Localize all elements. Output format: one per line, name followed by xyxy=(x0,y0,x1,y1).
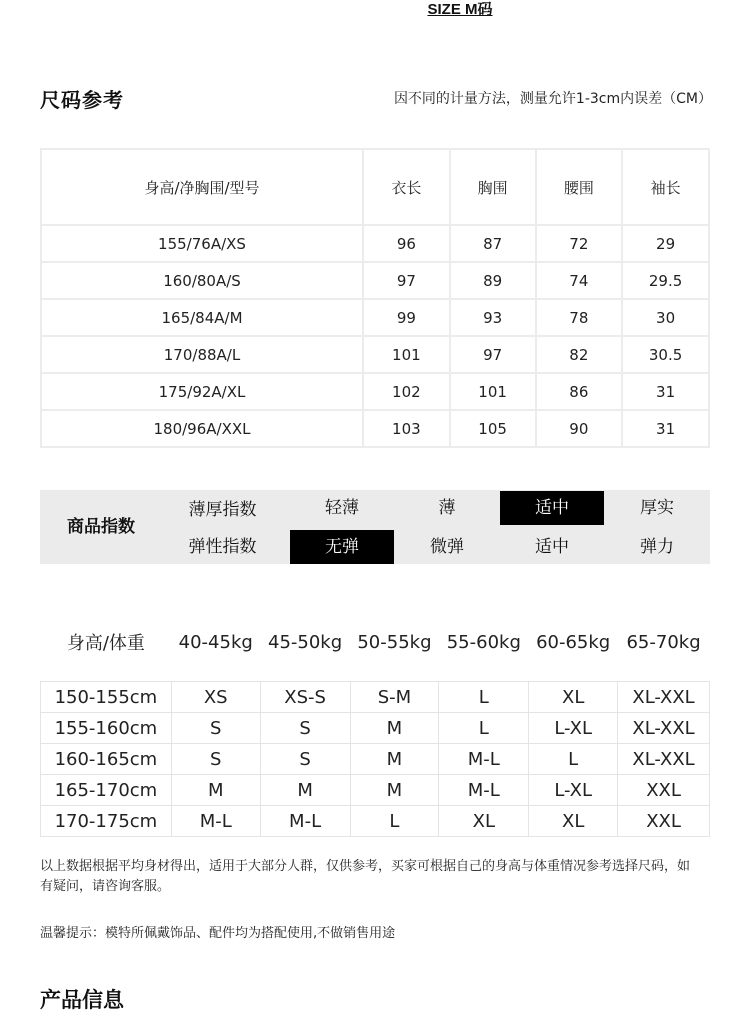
weight-table-cell: M-L xyxy=(171,806,260,837)
weight-table-cell: XL xyxy=(529,682,618,713)
tip-text: 温馨提示：模特所佩戴饰品、配件均为搭配使用,不做销售用途 xyxy=(40,926,396,941)
weight-table-row xyxy=(41,775,710,806)
header-chest: 胸围 xyxy=(450,149,536,225)
size-table-cell: 102 xyxy=(363,373,450,410)
size-table-cell: 31 xyxy=(622,410,709,447)
weight-table-cell: L-XL xyxy=(529,775,618,806)
weight-table-cell: 170-175cm xyxy=(41,806,172,837)
size-table-row xyxy=(41,336,709,373)
size-table-cell: 93 xyxy=(450,299,536,336)
weight-table-cell: M xyxy=(350,775,439,806)
size-table-cell: 101 xyxy=(363,336,450,373)
elasticity-option-2: 适中 xyxy=(535,537,569,557)
size-table-row xyxy=(41,410,709,447)
size-table-cell: 165/84A/M xyxy=(41,299,363,336)
size-table-cell: 170/88A/L xyxy=(41,336,363,373)
weight-table-cell: M xyxy=(350,744,439,775)
disclaimer-text: 以上数据根据平均身材得出，适用于大部分人群，仅供参考，买家可根据自己的身高与体重情况参考选择尺码，如有疑问，请咨询客服。 xyxy=(40,859,691,894)
thickness-option-3: 厚实 xyxy=(640,498,674,518)
weight-table-cell: XL-XXL xyxy=(618,744,710,775)
size-table-cell: 101 xyxy=(450,373,536,410)
size-table-header-row xyxy=(41,149,709,225)
weight-header-cell: 40-45kg xyxy=(178,631,253,653)
weight-header-cell: 65-70kg xyxy=(626,631,701,653)
weight-table-cell: XL-XXL xyxy=(618,713,710,744)
weight-header-cell: 60-65kg xyxy=(536,631,611,653)
weight-table-cell: 160-165cm xyxy=(41,744,172,775)
size-table-cell: 90 xyxy=(536,410,623,447)
size-table-cell: 180/96A/XXL xyxy=(41,410,363,447)
size-table-cell: 74 xyxy=(536,262,623,299)
weight-table-cell: XL xyxy=(529,806,618,837)
weight-table-cell: S xyxy=(260,713,350,744)
size-table-row xyxy=(41,262,709,299)
section-title: 尺码参考 xyxy=(40,88,124,112)
weight-table-cell: 150-155cm xyxy=(41,682,172,713)
weight-header-cell: 55-60kg xyxy=(446,631,521,653)
size-table-row xyxy=(41,299,709,336)
weight-table-cell: L xyxy=(350,806,439,837)
elasticity-option-1: 微弹 xyxy=(430,537,464,557)
weight-table-cell: L xyxy=(529,744,618,775)
weight-table-header-row xyxy=(41,620,710,664)
size-table-cell: 89 xyxy=(450,262,536,299)
weight-table-cell: M-L xyxy=(439,775,529,806)
thickness-option-0: 轻薄 xyxy=(325,498,359,518)
weight-table-cell: M xyxy=(350,713,439,744)
weight-table-cell: XXL xyxy=(618,775,710,806)
weight-table-cell: S-M xyxy=(350,682,439,713)
weight-table-cell: 165-170cm xyxy=(41,775,172,806)
size-table-cell: 29.5 xyxy=(622,262,709,299)
weight-table-cell: M-L xyxy=(260,806,350,837)
size-table-cell: 99 xyxy=(363,299,450,336)
header-sleeve: 袖长 xyxy=(622,149,709,225)
elasticity-option-3: 弹力 xyxy=(640,537,674,557)
header-waist: 腰围 xyxy=(536,149,623,225)
size-table-cell: 82 xyxy=(536,336,623,373)
weight-table-row xyxy=(41,682,710,713)
size-table-cell: 105 xyxy=(450,410,536,447)
weight-table-cell: 155-160cm xyxy=(41,713,172,744)
header-model: 身高/净胸围/型号 xyxy=(41,149,363,225)
size-table-cell: 175/92A/XL xyxy=(41,373,363,410)
size-table-cell: 160/80A/S xyxy=(41,262,363,299)
weight-table-row xyxy=(41,744,710,775)
size-reference-table xyxy=(40,148,710,448)
weight-table-cell: S xyxy=(260,744,350,775)
weight-table-cell: XXL xyxy=(618,806,710,837)
product-info-title: 产品信息 xyxy=(40,988,124,1012)
weight-table-cell: L-XL xyxy=(529,713,618,744)
size-table-cell: 86 xyxy=(536,373,623,410)
weight-table-row xyxy=(41,806,710,837)
size-table-cell: 72 xyxy=(536,225,623,262)
weight-header-cell: 身高/体重 xyxy=(66,633,145,654)
size-tag: SIZE M码 xyxy=(427,1,493,18)
weight-table-cell: S xyxy=(171,744,260,775)
weight-header-cell: 50-55kg xyxy=(357,631,432,653)
weight-table-cell: XL-XXL xyxy=(618,682,710,713)
thickness-label: 薄厚指数 xyxy=(188,500,257,520)
size-table-cell: 96 xyxy=(363,225,450,262)
weight-header-cell: 45-50kg xyxy=(268,631,343,653)
size-table-cell: 97 xyxy=(363,262,450,299)
size-table-cell: 78 xyxy=(536,299,623,336)
size-table-row xyxy=(41,225,709,262)
size-table-cell: 29 xyxy=(622,225,709,262)
thickness-option-1: 薄 xyxy=(438,498,456,518)
size-table-row xyxy=(41,373,709,410)
weight-table-row xyxy=(41,713,710,744)
header-length: 衣长 xyxy=(363,149,450,225)
size-table-cell: 103 xyxy=(363,410,450,447)
weight-table-cell: L xyxy=(439,682,529,713)
weight-table-cell: M xyxy=(171,775,260,806)
measurement-note: 因不同的计量方法，测量允许1-3cm内误差（CM） xyxy=(393,91,712,107)
product-index-panel xyxy=(40,490,710,564)
size-table-cell: 30.5 xyxy=(622,336,709,373)
weight-table-cell: XL xyxy=(439,806,529,837)
weight-table-cell: M xyxy=(260,775,350,806)
size-table-cell: 30 xyxy=(622,299,709,336)
weight-table-cell: XS xyxy=(171,682,260,713)
elasticity-option-0: 无弹 xyxy=(290,530,394,564)
thickness-option-2: 适中 xyxy=(500,491,604,525)
size-table-cell: 31 xyxy=(622,373,709,410)
weight-table-cell: M-L xyxy=(439,744,529,775)
height-weight-table xyxy=(40,620,710,837)
weight-table-cell: S xyxy=(171,713,260,744)
size-table-cell: 155/76A/XS xyxy=(41,225,363,262)
weight-table-cell: L xyxy=(439,713,529,744)
size-table-cell: 87 xyxy=(450,225,536,262)
product-index-title: 商品指数 xyxy=(67,517,135,537)
weight-table-cell: XS-S xyxy=(260,682,350,713)
elasticity-label: 弹性指数 xyxy=(188,537,257,557)
size-table-cell: 97 xyxy=(450,336,536,373)
